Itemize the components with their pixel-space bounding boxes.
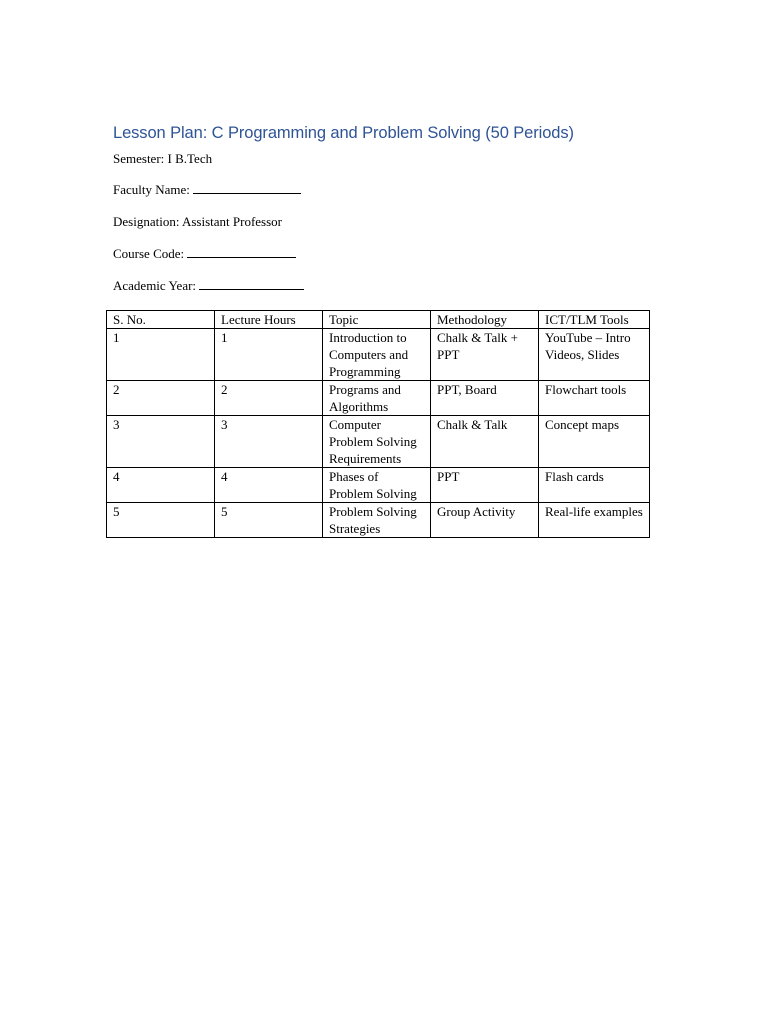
cell-ict-tools: Flowchart tools	[539, 381, 650, 416]
table-row	[107, 416, 650, 468]
cell-methodology: PPT, Board	[431, 381, 539, 416]
cell-ict-tools: Flash cards	[539, 468, 650, 503]
header-methodology: Methodology	[431, 311, 539, 329]
cell-topic: Computer Problem Solving Requirements	[323, 416, 431, 468]
cell-sno: 4	[107, 468, 215, 503]
page-title: Lesson Plan: C Programming and Problem Solving (50 Periods)	[113, 124, 574, 142]
cell-lecture-hours: 3	[215, 416, 323, 468]
cell-sno: 2	[107, 381, 215, 416]
cell-topic: Introduction to Computers and Programming	[323, 329, 431, 381]
cell-topic: Phases of Problem Solving	[323, 468, 431, 503]
header-topic: Topic	[323, 311, 431, 329]
cell-topic: Programs and Algorithms	[323, 381, 431, 416]
course-code-blank	[187, 246, 296, 258]
lesson-plan-table	[106, 310, 650, 538]
header-ict-tools: ICT/TLM Tools	[539, 311, 650, 329]
faculty-name-label: Faculty Name:	[113, 182, 190, 197]
course-code-label: Course Code:	[113, 246, 185, 261]
header-sno: S. No.	[107, 311, 215, 329]
cell-methodology: PPT	[431, 468, 539, 503]
semester-line: Semester: I B.Tech	[113, 151, 213, 166]
table-row	[107, 329, 650, 381]
academic-year-line	[113, 278, 304, 294]
cell-lecture-hours: 4	[215, 468, 323, 503]
table-header-row	[107, 311, 650, 329]
cell-sno: 1	[107, 329, 215, 381]
cell-lecture-hours: 1	[215, 329, 323, 381]
cell-sno: 5	[107, 503, 215, 538]
faculty-name-blank	[193, 182, 301, 194]
faculty-name-line	[113, 182, 301, 198]
table-row	[107, 381, 650, 416]
table-row	[107, 503, 650, 538]
cell-ict-tools: Concept maps	[539, 416, 650, 468]
cell-methodology: Chalk & Talk + PPT	[431, 329, 539, 381]
course-code-line	[113, 246, 296, 262]
cell-ict-tools: YouTube – Intro Videos, Slides	[539, 329, 650, 381]
cell-lecture-hours: 5	[215, 503, 323, 538]
cell-methodology: Group Activity	[431, 503, 539, 538]
designation-line: Designation: Assistant Professor	[113, 214, 282, 229]
cell-lecture-hours: 2	[215, 381, 323, 416]
cell-ict-tools: Real-life examples	[539, 503, 650, 538]
academic-year-label: Academic Year:	[113, 278, 197, 293]
header-lecture-hours: Lecture Hours	[215, 311, 323, 329]
table-row	[107, 468, 650, 503]
academic-year-blank	[199, 278, 304, 290]
cell-methodology: Chalk & Talk	[431, 416, 539, 468]
cell-topic: Problem Solving Strategies	[323, 503, 431, 538]
cell-sno: 3	[107, 416, 215, 468]
